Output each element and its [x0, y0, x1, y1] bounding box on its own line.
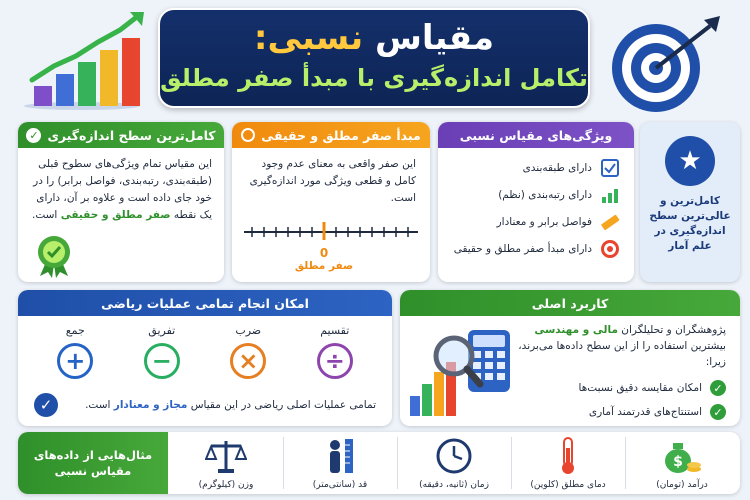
- op-label: جمع: [65, 324, 85, 337]
- usage-card-title: کاربرد اصلی: [531, 295, 609, 311]
- money-bag-icon: [662, 437, 702, 475]
- checklist-icon: [600, 158, 620, 178]
- zero-card: [232, 122, 430, 282]
- example-item: [404, 436, 504, 490]
- feature-label: فواصل برابر و معنادار: [496, 215, 592, 228]
- target-illustration: [598, 10, 728, 115]
- math-note-text: [66, 399, 376, 411]
- complete-card: [18, 122, 224, 282]
- axis-line-icon: [242, 220, 420, 242]
- op-label: تفریق: [148, 324, 176, 337]
- feature-item: [452, 235, 620, 262]
- target-icon: [598, 10, 728, 115]
- usage-item-label: استنتاج‌های قدرتمند آماری: [588, 406, 702, 418]
- usage-card-header: [400, 290, 740, 316]
- math-note-a: تمامی عملیات اصلی ریاضی در این مقیاس: [190, 399, 376, 411]
- usage-item-label: امکان مقایسه دقیق نسبت‌ها: [578, 382, 702, 394]
- plus-icon: +: [57, 343, 93, 379]
- op-subtract: [127, 324, 197, 379]
- award-badge-icon: [36, 234, 72, 278]
- example-label: درآمد (تومان): [656, 480, 708, 490]
- minus-icon: −: [144, 343, 180, 379]
- examples-strip: [18, 432, 740, 494]
- clock-icon: [435, 437, 473, 475]
- zero-card-title: مبدأ صفر مطلق و حقیقی: [261, 127, 421, 143]
- example-label: وزن (کیلوگرم): [198, 480, 254, 490]
- thermometer-icon: [557, 436, 579, 476]
- examples-title: مثال‌هایی از داده‌های مقیاس نسبی: [33, 448, 153, 478]
- feature-label: دارای مبدأ صفر مطلق و حقیقی: [453, 242, 592, 255]
- usage-item: [504, 376, 726, 400]
- target-icon: [600, 239, 620, 259]
- svg-text:$: $: [673, 454, 683, 470]
- feature-item: [452, 181, 620, 208]
- feature-item: [452, 208, 620, 235]
- growth-chart-icon: [20, 10, 145, 110]
- usage-card: [400, 290, 740, 426]
- example-label: قد (سانتی‌متر): [312, 480, 368, 490]
- op-label: تقسیم: [320, 324, 350, 337]
- side-badge-text: کامل‌ترین و عالی‌ترین سطح اندازه‌گیری در علم آمار: [649, 195, 731, 252]
- op-add: [40, 324, 110, 379]
- features-card: [438, 122, 634, 282]
- usage-list: [504, 370, 740, 424]
- title-highlight: نسبی:: [253, 18, 364, 58]
- examples-title-box: [18, 432, 168, 494]
- check-icon: ✓: [710, 404, 726, 420]
- crosshair-icon: [241, 128, 255, 142]
- check-icon: ✓: [710, 380, 726, 396]
- page-subtitle: تکامل اندازه‌گیری با مبدأ صفر مطلق: [160, 64, 588, 92]
- example-label: زمان (ثانیه، دقیقه): [419, 480, 489, 490]
- complete-text-highlight: صفر مطلق و حقیقی: [60, 209, 171, 221]
- check-circle-icon: ✓: [34, 393, 58, 417]
- example-item: [290, 436, 390, 490]
- examples-row: [176, 436, 732, 490]
- complete-text-a: این مقیاس تمام ویژگی‌های سطوح قبلی (طبقه‌بندی، رتبه‌بندی، فواصل برابر) را در خود جای داده است و علاوه بر آن، دارای یک نقطه: [33, 158, 212, 221]
- usage-card-text: [504, 316, 740, 370]
- axis-zero-label: صفر مطلق: [294, 260, 354, 272]
- axis-zero-value: 0: [319, 246, 329, 260]
- features-card-header: [438, 122, 634, 148]
- op-divide: [300, 324, 370, 379]
- scale-icon: [205, 437, 247, 475]
- calculator-magnifier-icon: [406, 326, 514, 420]
- divide-icon: ÷: [317, 343, 353, 379]
- math-note-b: است.: [85, 399, 111, 411]
- op-label: ضرب: [235, 324, 262, 337]
- bar-chart-icon: [600, 185, 620, 205]
- complete-card-title: کامل‌ترین سطح اندازه‌گیری: [47, 127, 216, 143]
- complete-card-header: [18, 122, 224, 148]
- feature-label: دارای رتبه‌بندی (نظم): [498, 188, 592, 201]
- op-multiply: [213, 324, 283, 379]
- zero-card-header: [232, 122, 430, 148]
- example-item: [632, 436, 732, 490]
- math-card-header: [18, 290, 392, 316]
- divider: [625, 437, 626, 489]
- star-icon: ★: [665, 136, 715, 186]
- math-note: [18, 379, 392, 417]
- bar-chart-illustration: [20, 10, 145, 110]
- divider: [397, 437, 398, 489]
- feature-label: دارای طبقه‌بندی: [522, 161, 592, 174]
- zero-card-text: این صفر واقعی به معنای عدم وجود کامل و قطعی ویژگی مورد اندازه‌گیری است.: [249, 158, 416, 204]
- complete-card-text: [18, 148, 224, 232]
- ruler-icon: [600, 212, 620, 232]
- height-icon: [323, 437, 357, 475]
- divider: [511, 437, 512, 489]
- divider: [283, 437, 284, 489]
- features-list: [438, 148, 634, 268]
- title-main: مقیاس: [375, 18, 495, 58]
- usage-text-b: بیشترین استفاده را از این سطح داده‌ها می‌برند، زیرا:: [518, 340, 726, 368]
- header-title-box: [158, 8, 590, 108]
- page-title: [160, 18, 588, 58]
- multiply-icon: ×: [230, 343, 266, 379]
- example-label: دمای مطلق (کلوین): [530, 480, 606, 490]
- example-item: [518, 436, 618, 490]
- feature-item: [452, 154, 620, 181]
- math-ops-row: [18, 316, 392, 379]
- math-card-title: امکان انجام تمامی عملیات ریاضی: [101, 295, 309, 311]
- usage-text-highlight: مالی و مهندسی: [534, 324, 618, 336]
- check-circle-icon: ✓: [26, 128, 41, 143]
- usage-text-a: پژوهشگران و تحلیلگران: [621, 324, 726, 336]
- side-badge: [640, 122, 740, 282]
- math-note-highlight: مجاز و معنادار: [113, 399, 188, 411]
- complete-text-b: است.: [31, 209, 58, 221]
- number-line: [242, 220, 420, 270]
- usage-item: [504, 400, 726, 424]
- example-item: [176, 436, 276, 490]
- features-card-title: ویژگی‌های مقیاس نسبی: [459, 127, 613, 143]
- math-card: [18, 290, 392, 426]
